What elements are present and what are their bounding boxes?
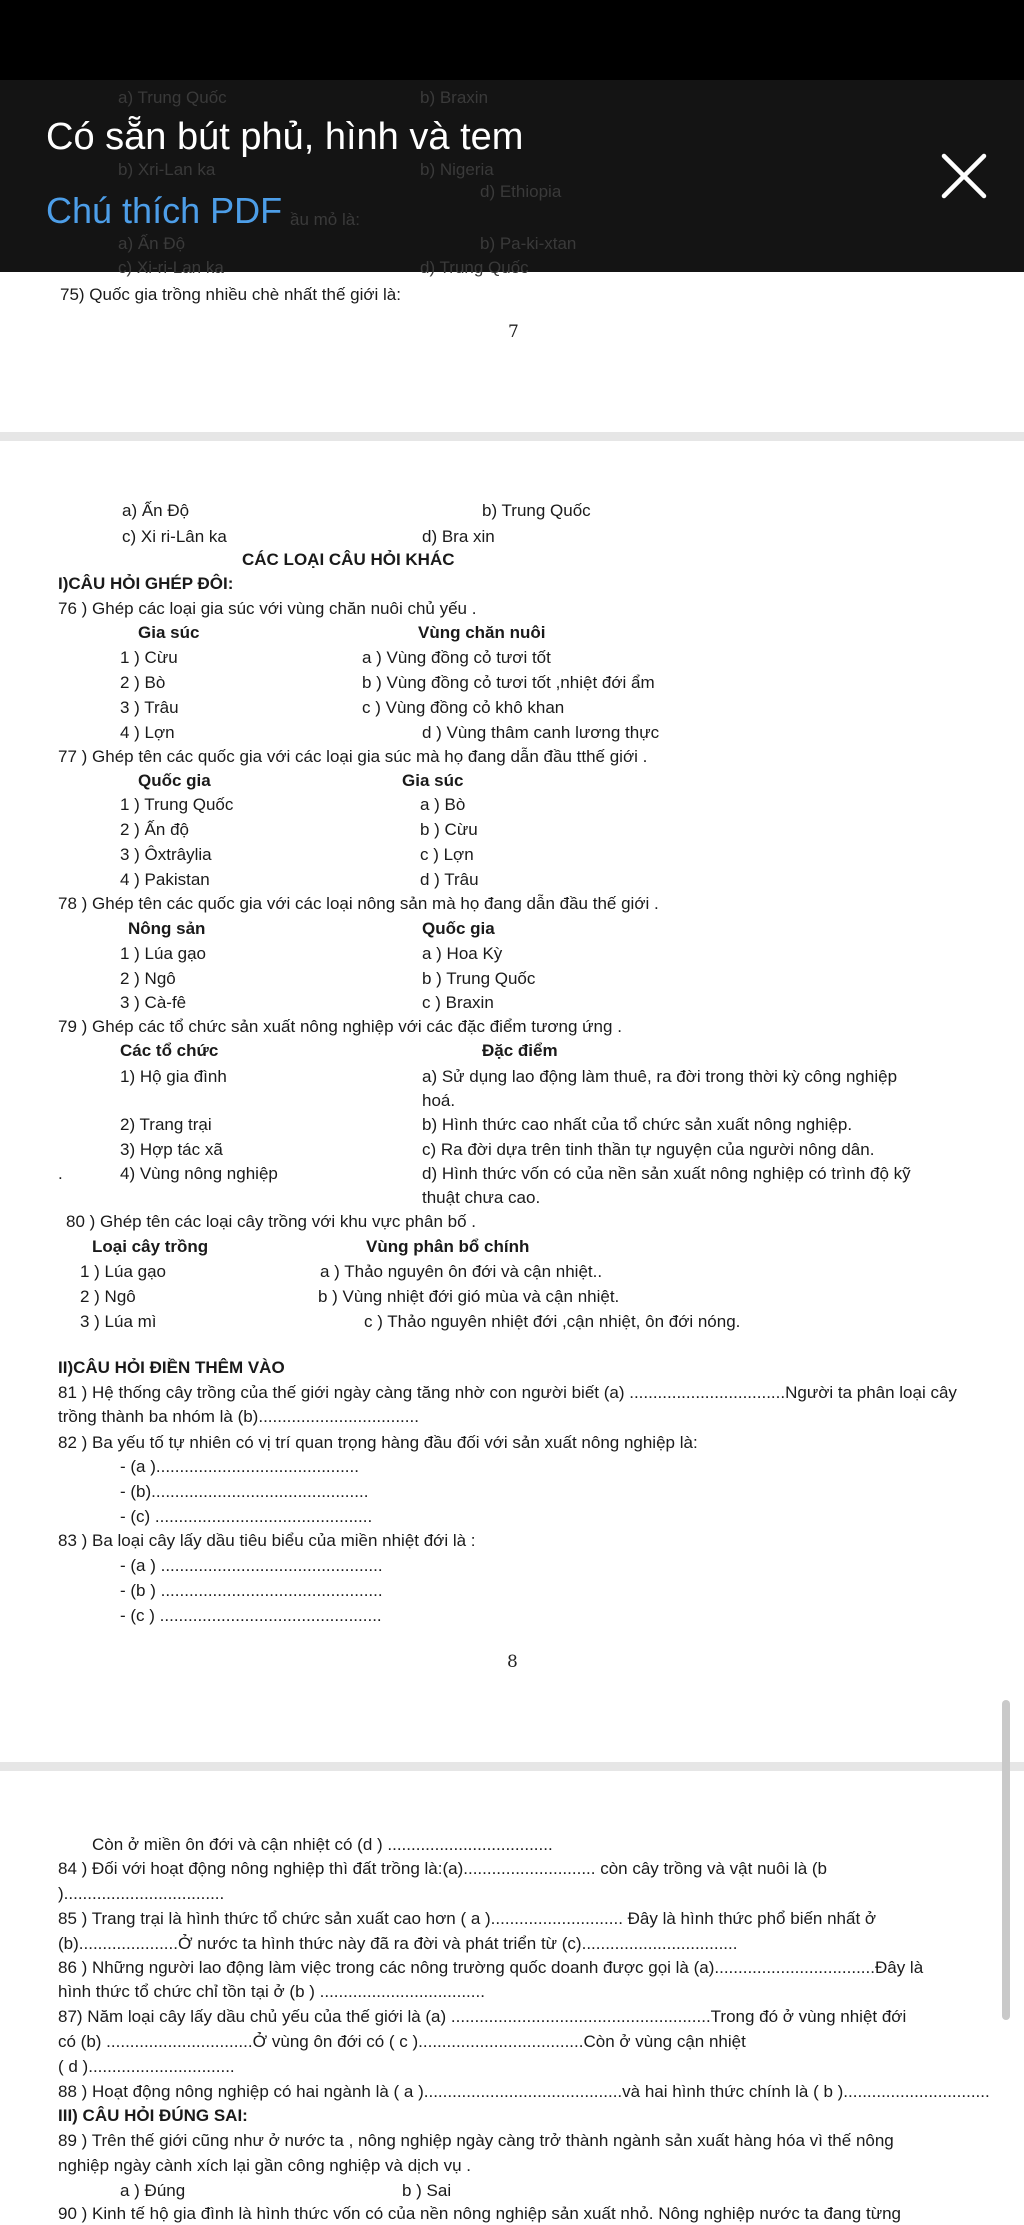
match-left: 2 ) Ngô — [80, 1287, 136, 1306]
column-header: Đặc điểm — [482, 1041, 558, 1060]
question-78: 78 ) Ghép tên các quốc gia với các loại nông sản mà họ đang dẫn đầu thế giới . — [58, 894, 659, 913]
match-right: a ) Vùng đồng cỏ tươi tốt — [362, 648, 551, 667]
question-82: 82 ) Ba yếu tố tự nhiên có vị trí quan trọng hàng đầu đối với sản xuất nông nghiệp là: — [58, 1433, 698, 1452]
question-85-cont: (b).....................Ở nước ta hình thức này đã ra đời và phát triển từ (c)................................. — [58, 1934, 738, 1953]
match-left: 2 ) Ngô — [120, 969, 176, 988]
column-header: Vùng phân bổ chính — [366, 1237, 530, 1256]
blank-line: - (a ) ............................................... — [120, 1556, 383, 1575]
scrollbar[interactable] — [1002, 1700, 1010, 2020]
annotation-banner — [0, 80, 1024, 277]
close-button[interactable] — [938, 150, 990, 202]
column-header: Quốc gia — [422, 919, 495, 938]
match-right: b ) Cừu — [420, 820, 478, 839]
blank-line: - (c) .............................................. — [120, 1507, 373, 1526]
question-86: 86 ) Những người lao động làm việc trong các nông trường quốc doanh được gọi là (a)..................................Đây là — [58, 1958, 924, 1977]
question-87-cont: có (b) ...............................Ở vùng ôn đới có ( c )...................................Còn ở vùng cận nhiệt — [58, 2032, 746, 2051]
blank-line: - (b).............................................. — [120, 1482, 369, 1501]
match-left: 1 ) Cừu — [120, 648, 178, 667]
question-84: 84 ) Đối với hoạt động nông nghiệp thì đất trồng là:(a)............................ còn cây trồng và vật nuôi là (b — [58, 1859, 828, 1878]
ghost-text: d) Ethiopia — [480, 182, 562, 201]
ghost-text: a) Trung Quốc — [118, 88, 227, 107]
section-title: III) CÂU HỎI ĐÚNG SAI: — [58, 2106, 248, 2125]
blank-line: - (a )........................................... — [120, 1457, 359, 1476]
match-left: 3 ) Cà-fê — [120, 993, 187, 1012]
question-79: 79 ) Ghép các tổ chức sản xuất nông nghiệp với các đặc điểm tương ứng . — [58, 1017, 622, 1036]
blank-line: - (c ) ............................................... — [120, 1606, 382, 1625]
page-number: 7 — [508, 322, 519, 342]
question-85: 85 ) Trang trại là hình thức tổ chức sản xuất cao hơn ( a )............................ Đây là hình thức phổ biến nhất ở — [58, 1909, 877, 1928]
match-left: 1) Hộ gia đình — [120, 1067, 227, 1086]
section-title: I)CÂU HỎI GHÉP ĐÔI: — [58, 574, 234, 593]
blank-line: - (b ) ............................................... — [120, 1581, 383, 1600]
column-header: Các tổ chức — [120, 1041, 219, 1060]
question-77: 77 ) Ghép tên các quốc gia với các loại gia súc mà họ đang dẫn đầu tthế giới . — [58, 747, 648, 766]
ghost-text: b) Xri-Lan ka — [118, 160, 216, 179]
column-header: Gia súc — [138, 623, 200, 642]
match-left: 3 ) Trâu — [120, 698, 179, 717]
question-87: 87) Năm loại cây lấy dầu chủ yếu của thế giới là (a) .......................................................Trong đó ở vùng nhiệt đới — [58, 2007, 907, 2026]
match-right: d ) Vùng thâm canh lương thực — [422, 723, 660, 742]
match-left: 2 ) Bò — [120, 673, 166, 692]
match-left: 4 ) Pakistan — [120, 870, 210, 889]
match-right: c ) Thảo nguyên nhiệt đới ,cận nhiệt, ôn đới nóng. — [364, 1312, 741, 1331]
match-right-cont: hoá. — [422, 1091, 456, 1110]
ghost-text: b) Braxin — [420, 88, 489, 107]
stray-dot: . — [58, 1164, 63, 1183]
match-left: 1 ) Lúa gạo — [120, 944, 207, 963]
answer-option: a ) Đúng — [120, 2181, 186, 2200]
match-right: c ) Vùng đồng cỏ khô khan — [362, 698, 565, 717]
question-76: 76 ) Ghép các loại gia súc với vùng chăn nuôi chủ yếu . — [58, 599, 477, 618]
answer-option: d) Bra xin — [422, 527, 495, 546]
match-right-cont: thuật chưa cao. — [422, 1188, 541, 1207]
match-right: a ) Hoa Kỳ — [422, 944, 503, 963]
match-left: 1 ) Trung Quốc — [120, 795, 234, 814]
question-75: 75) Quốc gia trồng nhiều chè nhất thế giới là: — [60, 285, 401, 304]
question-88: 88 ) Hoạt động nông nghiệp có hai ngành là ( a )..........................................và hai hình thức chính là ( b )............................... — [58, 2082, 990, 2101]
section-title: II)CÂU HỎI ĐIỀN THÊM VÀO — [58, 1358, 285, 1377]
match-left: 4 ) Lợn — [120, 723, 175, 742]
question-89-cont: nghiệp ngày cành xích lại gần công nghiệp và dịch vụ . — [58, 2156, 472, 2175]
section-heading: CÁC LOẠI CÂU HỎI KHÁC — [242, 550, 455, 569]
ghost-text: b) Nigeria — [420, 160, 494, 179]
match-right: b ) Vùng đồng cỏ tươi tốt ,nhiệt đới ẩm — [362, 673, 655, 692]
match-right: b ) Trung Quốc — [422, 969, 536, 988]
match-right: a ) Thảo nguyên ôn đới và cận nhiệt.. — [320, 1262, 603, 1281]
match-left: 3 ) Lúa mì — [80, 1312, 157, 1331]
page-number: 8 — [507, 1652, 518, 1672]
match-right: c ) Braxin — [422, 993, 494, 1012]
question-89: 89 ) Trên thế giới cũng như ở nước ta , nông nghiệp ngày càng trở thành ngành sản xuất hàng hóa vì thế nông — [58, 2131, 894, 2150]
match-right: b) Hình thức cao nhất của tổ chức sản xuất nông nghiệp. — [422, 1115, 853, 1134]
answer-option: a) Ấn Độ — [122, 501, 190, 520]
status-bar — [0, 0, 1024, 80]
column-header: Quốc gia — [138, 771, 211, 790]
match-left: 2) Trang trại — [120, 1115, 212, 1134]
question-84-cont: ).................................. — [58, 1884, 225, 1903]
answer-option: b) Trung Quốc — [482, 501, 591, 520]
ghost-text: ầu mỏ là: — [290, 210, 360, 229]
page-separator — [0, 432, 1024, 441]
banner-title: Có sẵn bút phủ, hình và tem — [46, 116, 524, 158]
question-81: 81 ) Hệ thống cây trồng của thế giới ngày càng tăng nhờ con người biết (a) .................................Người ta phân loại cây — [58, 1383, 957, 1402]
page-separator — [0, 1762, 1024, 1771]
pdf-annotation-link[interactable]: Chú thích PDF — [46, 190, 283, 231]
column-header: Loại cây trồng — [92, 1237, 209, 1256]
match-right: c) Ra đời dựa trên tinh thần tự nguyện của người nông dân. — [422, 1140, 875, 1159]
match-left: 1 ) Lúa gạo — [80, 1262, 167, 1281]
column-header: Nông sản — [128, 919, 206, 938]
ghost-text: a) Ấn Độ — [118, 234, 186, 253]
match-right: b ) Vùng nhiệt đới gió mùa và cận nhiệt. — [318, 1287, 620, 1306]
match-right: d ) Trâu — [420, 870, 479, 889]
column-header: Gia súc — [402, 771, 464, 790]
question-81-cont: trồng thành ba nhóm là (b).................................. — [58, 1407, 419, 1426]
match-left: 2 ) Ấn độ — [120, 820, 189, 839]
match-right: c ) Lợn — [420, 845, 474, 864]
question-80: 80 ) Ghép tên các loại cây trồng với khu vực phân bố . — [66, 1212, 476, 1231]
answer-option: b ) Sai — [402, 2181, 452, 2200]
question-90: 90 ) Kinh tế hộ gia đình là hình thức vốn có của nền nông nghiệp sản xuất nhỏ. Nông nghiệp nước ta đang từng — [58, 2204, 902, 2223]
close-icon — [938, 150, 990, 202]
match-left: 4) Vùng nông nghiệp — [120, 1164, 278, 1183]
answer-option: c) Xi ri-Lân ka — [122, 527, 227, 546]
match-right: a ) Bò — [420, 795, 466, 814]
match-left: 3) Hợp tác xã — [120, 1140, 223, 1159]
match-right: a) Sử dụng lao động làm thuê, ra đời trong thời kỳ công nghiệp — [422, 1067, 898, 1086]
match-left: 3 ) Ôxtrâylia — [120, 845, 212, 864]
column-header: Vùng chăn nuôi — [418, 623, 546, 642]
question-86-cont: hình thức tổ chức chỉ tồn tại ở (b ) ................................... — [58, 1982, 485, 2001]
question-87-cont: ( d )............................... — [58, 2057, 235, 2076]
ghost-text: b) Pa-ki-xtan — [480, 234, 577, 253]
ghost-text: d) Trung Quốc — [420, 258, 529, 277]
question-83: 83 ) Ba loại cây lấy dầu tiêu biểu của miền nhiệt đới là : — [58, 1531, 476, 1550]
ghost-text: c) Xi-ri-Lan ka — [118, 258, 224, 277]
question-83-cont: Còn ở miền ôn đới và cận nhiệt có (d ) ................................... — [92, 1835, 553, 1854]
match-right: d) Hình thức vốn có của nền sản xuất nông nghiệp có trình độ kỹ — [422, 1164, 911, 1183]
